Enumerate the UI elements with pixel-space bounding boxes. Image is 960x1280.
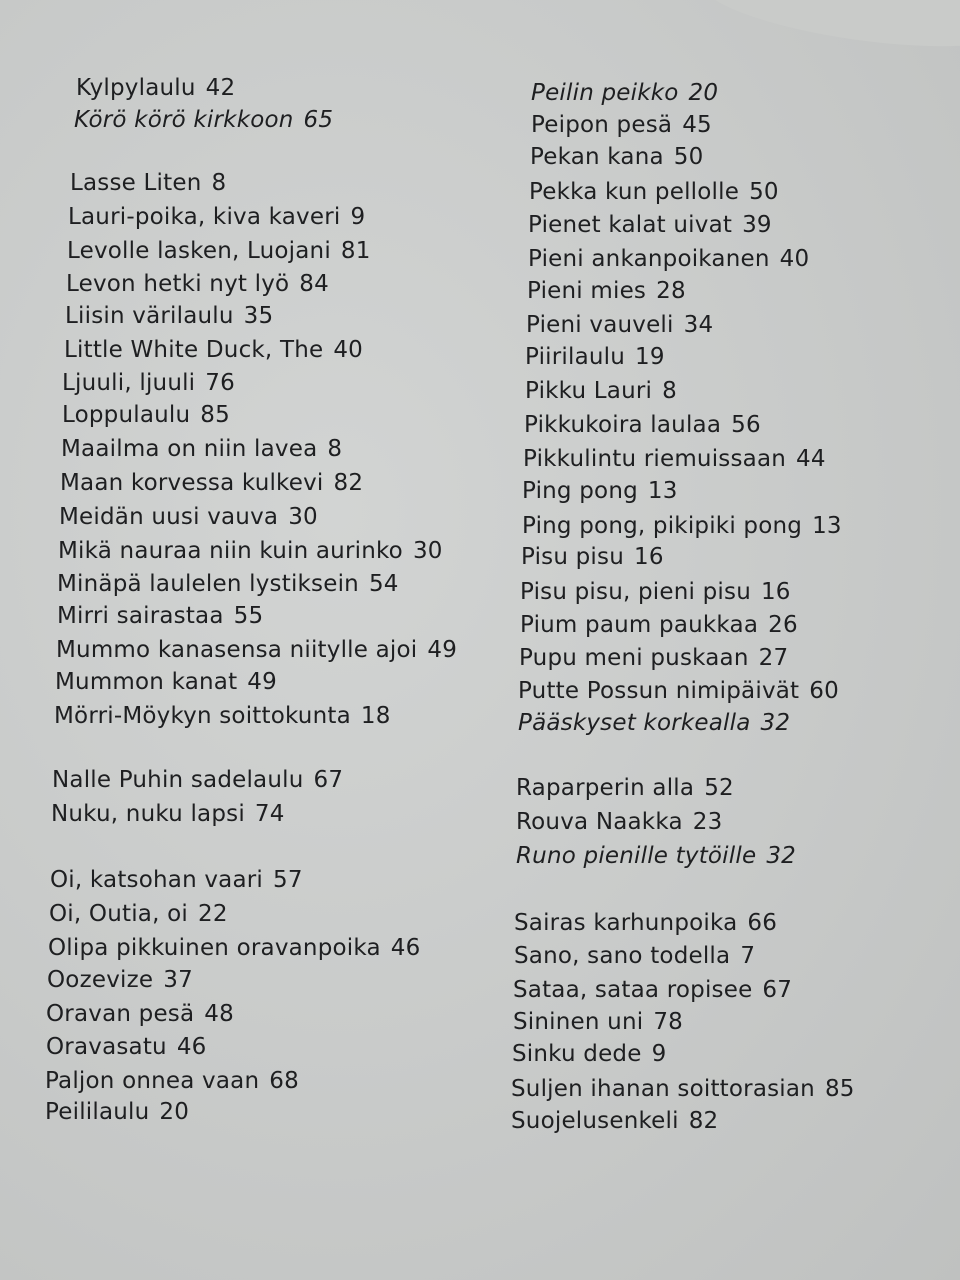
index-entry — [62, 370, 235, 396]
page-number: 16 — [760, 579, 791, 605]
song-title: Minäpä laulelen lystiksein — [57, 571, 359, 597]
index-entry — [511, 1108, 718, 1134]
page-number: 40 — [333, 337, 364, 363]
song-title: Pekka kun pellolle — [529, 179, 740, 205]
page-number: 42 — [205, 75, 236, 101]
song-title: Ljuuli, ljuuli — [62, 370, 196, 396]
index-entry — [45, 1099, 189, 1125]
song-title: Sataa, sataa ropisee — [513, 977, 753, 1003]
index-entry — [528, 246, 809, 272]
song-title: Rouva Naakka — [516, 809, 683, 835]
song-title: Mikä nauraa niin kuin aurinko — [58, 538, 403, 564]
page-number: 50 — [673, 144, 704, 170]
song-title: Oravan pesä — [46, 1001, 195, 1027]
index-entry — [525, 344, 665, 370]
song-title: Levon hetki nyt lyö — [66, 271, 290, 297]
page-number: 82 — [688, 1108, 719, 1134]
index-entry — [516, 809, 722, 835]
page-number: 22 — [197, 901, 228, 927]
page-number: 28 — [656, 278, 686, 304]
index-entry — [511, 1076, 855, 1102]
page-number: 9 — [350, 204, 366, 230]
page-number: 40 — [779, 246, 810, 272]
page-number: 8 — [327, 436, 343, 462]
page-number: 23 — [692, 809, 723, 835]
index-entry — [50, 867, 303, 893]
page-number: 81 — [340, 238, 371, 264]
index-entry — [70, 170, 226, 196]
index-entry — [49, 901, 228, 927]
index-entry — [526, 312, 713, 338]
song-title: Pieni vauveli — [526, 312, 674, 338]
index-entry — [523, 446, 826, 472]
song-title: Raparperin alla — [516, 775, 695, 801]
page-number: 27 — [758, 645, 789, 671]
page-number: 8 — [662, 378, 677, 404]
index-entry — [47, 967, 193, 993]
page-number: 60 — [809, 678, 839, 704]
index-entry — [61, 436, 342, 462]
page-number: 32 — [760, 710, 791, 736]
page-number: 32 — [766, 843, 796, 869]
index-entry — [529, 179, 779, 205]
page-corner — [697, 0, 960, 62]
song-title: Peilin peikko — [531, 80, 679, 106]
song-title: Pisu pisu — [521, 544, 624, 570]
page-number: 84 — [299, 271, 329, 297]
page-number: 57 — [273, 867, 303, 893]
index-entry — [46, 1034, 207, 1060]
page-number: 67 — [313, 767, 344, 793]
page-number: 16 — [633, 544, 664, 570]
song-title: Sairas karhunpoika — [514, 910, 738, 936]
index-entry — [522, 478, 678, 504]
song-title: Mirri sairastaa — [57, 603, 224, 629]
page-number: 30 — [412, 538, 443, 564]
song-title: Pikkulintu riemuissaan — [523, 446, 787, 472]
page-number: 9 — [651, 1041, 667, 1067]
page-number: 20 — [688, 80, 719, 106]
index-entry — [530, 144, 703, 170]
index-entry — [527, 278, 686, 304]
song-title: Nuku, nuku lapsi — [51, 801, 245, 827]
index-entry — [76, 75, 235, 101]
page-number: 82 — [333, 470, 364, 496]
index-entry — [59, 504, 318, 530]
song-title: Pääskyset korkealla — [518, 710, 751, 736]
index-entry — [514, 943, 755, 969]
song-title: Loppulaulu — [62, 402, 191, 428]
song-title: Levolle lasken, Luojani — [67, 238, 331, 264]
song-title: Pieni ankanpoikanen — [528, 246, 770, 272]
page-number: 7 — [740, 943, 756, 969]
index-entry — [531, 112, 712, 138]
page-number: 85 — [200, 402, 230, 428]
page-number: 19 — [635, 344, 665, 370]
song-title: Sano, sano todella — [514, 943, 731, 969]
index-entry — [56, 637, 457, 663]
index-entry — [512, 1041, 666, 1067]
page-number: 13 — [647, 478, 678, 504]
page-number: 18 — [360, 703, 391, 729]
page-number: 13 — [812, 513, 842, 539]
page-number: 55 — [233, 603, 264, 629]
index-entry — [52, 767, 343, 793]
page-number: 50 — [749, 179, 779, 205]
song-title: Mummo kanasensa niitylle ajoi — [56, 637, 418, 663]
page-number: 37 — [163, 967, 193, 993]
index-entry — [521, 544, 664, 570]
song-title: Olipa pikkuinen oravanpoika — [48, 935, 381, 961]
song-title: Körö körö kirkkoon — [74, 107, 294, 133]
song-title: Pienet kalat uivat — [528, 212, 733, 238]
song-title: Pieni mies — [527, 278, 647, 304]
song-title: Lasse Liten — [70, 170, 202, 196]
index-entry — [74, 107, 333, 133]
index-entry — [57, 603, 263, 629]
index-entry — [525, 378, 677, 404]
index-entry — [62, 402, 230, 428]
page-number: 65 — [303, 107, 334, 133]
song-title: Kylpylaulu — [76, 75, 196, 101]
song-title: Oi, katsohan vaari — [50, 867, 264, 893]
page-number: 35 — [243, 303, 274, 329]
index-entry — [65, 303, 273, 329]
index-entry — [51, 801, 285, 827]
page-number: 68 — [269, 1068, 299, 1094]
song-title: Oozevize — [47, 967, 154, 993]
song-title: Paljon onnea vaan — [45, 1068, 260, 1094]
index-entry — [520, 612, 798, 638]
song-title: Mummon kanat — [55, 669, 238, 695]
page-number: 52 — [704, 775, 734, 801]
page-number: 56 — [731, 412, 761, 438]
page-number: 66 — [747, 910, 778, 936]
song-title: Ping pong — [522, 478, 638, 504]
song-title: Maan korvessa kulkevi — [60, 470, 324, 496]
index-entry — [45, 1068, 299, 1094]
page-number: 49 — [247, 669, 277, 695]
page-number: 46 — [176, 1034, 207, 1060]
song-title: Sininen uni — [513, 1009, 644, 1035]
song-title: Mörri-Möykyn soittokunta — [54, 703, 351, 729]
index-entry — [46, 1001, 234, 1027]
song-title: Pekan kana — [530, 144, 664, 170]
page-number: 26 — [768, 612, 798, 638]
song-title: Peililaulu — [45, 1099, 150, 1125]
song-title: Putte Possun nimipäivät — [518, 678, 800, 704]
index-entry — [514, 910, 777, 936]
index-entry — [58, 538, 443, 564]
page-number: 39 — [742, 212, 772, 238]
song-title: Nalle Puhin sadelaulu — [52, 767, 304, 793]
index-entry — [60, 470, 363, 496]
page-number: 20 — [159, 1099, 190, 1125]
page-number: 67 — [762, 977, 793, 1003]
index-entry — [64, 337, 363, 363]
song-title: Suojelusenkeli — [511, 1108, 679, 1134]
index-entry — [520, 579, 791, 605]
song-title: Piirilaulu — [525, 344, 626, 370]
song-title: Ping pong, pikipiki pong — [522, 513, 803, 539]
index-entry — [522, 513, 842, 539]
index-entry — [531, 80, 718, 106]
song-title: Sinku dede — [512, 1041, 642, 1067]
index-entry — [524, 412, 761, 438]
page-number: 54 — [368, 571, 399, 597]
index-entry — [513, 977, 792, 1003]
song-title: Pisu pisu, pieni pisu — [520, 579, 751, 605]
page-number: 30 — [288, 504, 318, 530]
page-number: 46 — [390, 935, 421, 961]
song-title: Oi, Outia, oi — [49, 901, 188, 927]
index-entry — [68, 204, 365, 230]
index-entry — [57, 571, 399, 597]
song-title: Liisin värilaulu — [65, 303, 234, 329]
index-entry — [66, 271, 329, 297]
song-title: Meidän uusi vauva — [59, 504, 279, 530]
song-title: Runo pienille tytöille — [516, 843, 757, 869]
song-title: Pium paum paukkaa — [520, 612, 759, 638]
index-entry — [67, 238, 371, 264]
page-number: 78 — [653, 1009, 683, 1035]
song-title: Peipon pesä — [531, 112, 673, 138]
page-number: 49 — [427, 637, 458, 663]
index-entry — [528, 212, 772, 238]
page-number: 48 — [204, 1001, 234, 1027]
index-entry — [518, 710, 790, 736]
index-entry — [54, 703, 391, 729]
song-title: Pikkukoira laulaa — [524, 412, 722, 438]
index-entry — [519, 645, 788, 671]
index-entry — [518, 678, 839, 704]
index-entry — [48, 935, 420, 961]
index-entry — [55, 669, 277, 695]
page-number: 44 — [796, 446, 826, 472]
song-title: Pikku Lauri — [525, 378, 653, 404]
page-number: 34 — [683, 312, 714, 338]
song-title: Oravasatu — [46, 1034, 167, 1060]
index-entry — [516, 843, 796, 869]
song-title: Pupu meni puskaan — [519, 645, 749, 671]
index-entry — [513, 1009, 683, 1035]
page-number: 76 — [205, 370, 235, 396]
page-number: 8 — [211, 170, 227, 196]
song-title: Lauri-poika, kiva kaveri — [68, 204, 341, 230]
page-number: 85 — [824, 1076, 855, 1102]
song-title: Suljen ihanan soittorasian — [511, 1076, 815, 1102]
index-entry — [516, 775, 734, 801]
page-number: 45 — [682, 112, 712, 138]
song-title: Little White Duck, The — [64, 337, 324, 363]
song-title: Maailma on niin lavea — [61, 436, 318, 462]
page-number: 74 — [254, 801, 285, 827]
